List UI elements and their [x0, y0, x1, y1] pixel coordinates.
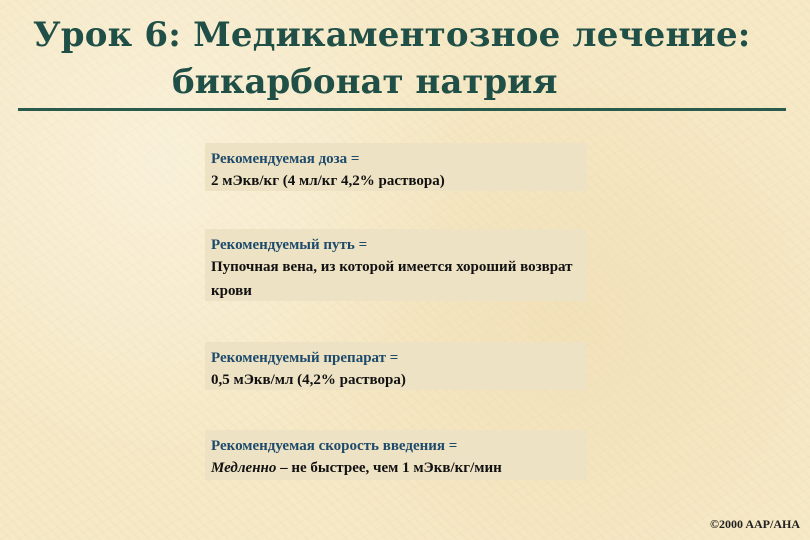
- slide-title: [0, 0, 810, 110]
- preparation-label: Рекомендуемый препарат =: [211, 350, 399, 366]
- speed-label: Рекомендуемая скорость введения =: [211, 438, 458, 454]
- route-value: Пупочная вена, из которой имеется хороший возврат крови: [211, 259, 573, 299]
- copyright-notice: ©2000 AAP/AHA: [710, 517, 800, 531]
- title-divider: [18, 108, 786, 111]
- route-label: Рекомендуемый путь =: [211, 237, 368, 253]
- speed-box: [205, 430, 587, 480]
- dose-box: [205, 143, 587, 191]
- speed-value: [211, 456, 581, 480]
- preparation-box: [205, 342, 587, 390]
- dose-label: Рекомендуемая доза =: [211, 151, 360, 167]
- title-line-1: Урок 6: Медикаментозное лечение:: [33, 15, 751, 55]
- dose-value: 2 мЭкв/кг (4 мл/кг 4,2% раствора): [211, 173, 445, 189]
- preparation-value: 0,5 мЭкв/мл (4,2% раствора): [211, 372, 406, 388]
- speed-emphasis: Медленно: [211, 460, 277, 476]
- title-line-2: бикарбонат натрия: [172, 62, 558, 102]
- speed-value-rest: – не быстрее, чем 1 мЭкв/кг/мин: [276, 460, 502, 476]
- route-box: [205, 229, 587, 301]
